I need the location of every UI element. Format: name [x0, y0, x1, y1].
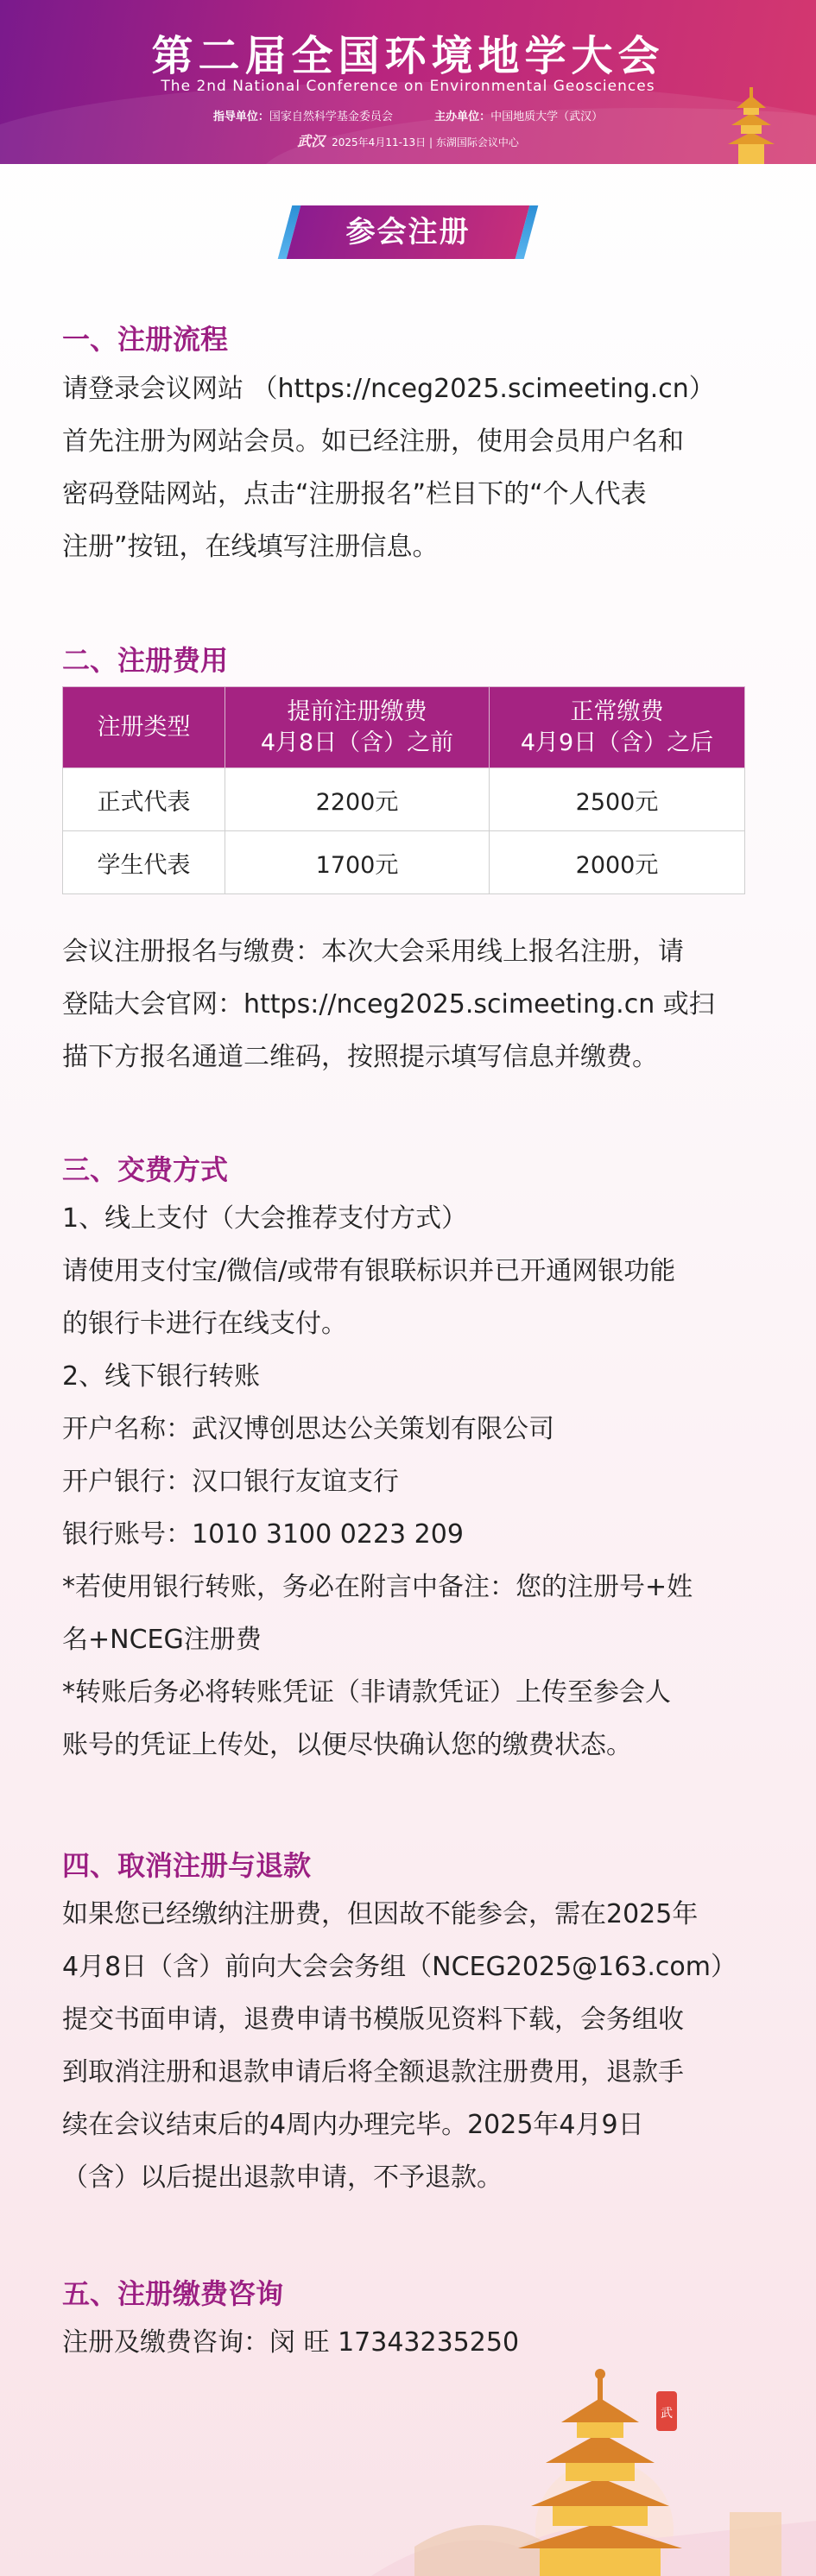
- paragraph-line: 1、线上支付（大会推荐支付方式）: [62, 1203, 468, 1234]
- paragraph-line: 请登录会议网站 （https://nceg2025.scimeeting.cn）: [62, 374, 715, 404]
- host-label: 主办单位：: [434, 110, 491, 123]
- fee-table-header-row: [63, 687, 745, 768]
- header-banner: [0, 0, 816, 164]
- table-row: [63, 768, 745, 831]
- guide-label: 指导单位：: [212, 110, 269, 123]
- table-cell: 2200元: [225, 768, 490, 831]
- paragraph-line: *转账后务必将转账凭证（非请款凭证）上传至参会人: [62, 1677, 671, 1708]
- paragraph-line: 银行账号：1010 3100 0223 209: [62, 1519, 464, 1550]
- paragraph-line: 账号的凭证上传处，以便尽快确认您的缴费状态。: [62, 1730, 632, 1760]
- paragraph-line: 如果您已经缴纳注册费，但因故不能参会，需在2025年: [62, 1899, 699, 1929]
- paragraph-line: 首先注册为网站会员。如已经注册，使用会员用户名和: [62, 426, 684, 457]
- paragraph-line: 到取消注册和退款申请后将全额退款注册费用，退款手: [62, 2057, 684, 2087]
- section-5-heading: 五、注册缴费咨询: [62, 2277, 284, 2310]
- paragraph-line: 会议注册报名与缴费：本次大会采用线上报名注册，请: [62, 937, 684, 967]
- table-cell: 1700元: [225, 831, 490, 894]
- paragraph-line: 2、线下银行转账: [62, 1361, 261, 1392]
- seal-stamp: 武: [661, 2407, 673, 2421]
- wuhan-logo: 武汉: [297, 133, 326, 149]
- page-title-tag: [285, 205, 531, 259]
- section-4-heading: 四、取消注册与退款: [62, 1849, 312, 1882]
- paragraph-line: 注册”按钮，在线填写注册信息。: [62, 532, 439, 562]
- paragraph-line: 开户银行：汉口银行友谊支行: [62, 1467, 399, 1497]
- section-1-body: [62, 363, 753, 573]
- table-row: [63, 831, 745, 894]
- table-cell: 学生代表: [63, 831, 225, 894]
- paragraph-line: （含）以后提出退款申请，不予退款。: [62, 2162, 503, 2193]
- paragraph-line: 请使用支付宝/微信/或带有银联标识并已开通网银功能: [62, 1256, 676, 1286]
- paragraph-line: 名+NCEG注册费: [62, 1625, 262, 1655]
- conference-subtitle: The 2nd National Conference on Environmental Geosciences: [161, 78, 655, 95]
- contact-line: 注册及缴费咨询：闵 旺 17343235250: [62, 2327, 520, 2358]
- date-venue-text: 2025年4月11-13日 | 东湖国际会议中心: [332, 136, 519, 148]
- paragraph-line: 开户名称：武汉博创思达公关策划有限公司: [62, 1414, 554, 1444]
- section-3-heading: 三、交费方式: [62, 1153, 229, 1186]
- paragraph-line: *若使用银行转账，务必在附言中备注：您的注册号+姓: [62, 1572, 693, 1602]
- page-title: 参会注册: [345, 215, 471, 249]
- paragraph-line: 提交书面申请，退费申请书模版见资料下载，会务组收: [62, 2005, 684, 2035]
- section-3-body: [62, 1192, 753, 1771]
- paragraph-line: 登陆大会官网：https://nceg2025.scimeeting.cn 或扫: [62, 989, 715, 1020]
- conference-title: 第二届全国环境地学大会: [151, 32, 665, 80]
- paragraph-line: 描下方报名通道二维码，按照提示填写信息并缴费。: [62, 1042, 658, 1072]
- guide-value: 国家自然科学基金委员会: [269, 110, 393, 123]
- paragraph-line: 的银行卡进行在线支付。: [62, 1309, 347, 1339]
- fee-table: [62, 686, 745, 894]
- paragraph-line: 密码登陆网站，点击“注册报名”栏目下的“个人代表: [62, 479, 647, 509]
- col-header-type: 注册类型: [63, 687, 225, 768]
- footer-tower-illustration: [0, 2331, 816, 2576]
- section-2-body: [62, 925, 753, 1083]
- host-value: 中国地质大学（武汉）: [490, 110, 604, 123]
- section-2-heading: 二、注册费用: [62, 644, 229, 677]
- organizer-info: [0, 107, 816, 123]
- table-cell: 正式代表: [63, 768, 225, 831]
- paragraph-line: 4月8日（含）前向大会会务组（NCEG2025@163.com）: [62, 1952, 737, 1982]
- section-1-heading: 一、注册流程: [62, 323, 229, 356]
- paragraph-line: 续在会议结束后的4周内办理完毕。2025年4月9日: [62, 2110, 644, 2140]
- col-header-normal: 正常缴费 4月9日（含）之后: [490, 687, 745, 768]
- table-cell: 2500元: [490, 768, 745, 831]
- col-header-early: 提前注册缴费 4月8日（含）之前: [225, 687, 490, 768]
- date-venue: [0, 130, 816, 150]
- table-cell: 2000元: [490, 831, 745, 894]
- tower-icon: [712, 82, 790, 164]
- section-4-body: [62, 1888, 753, 2204]
